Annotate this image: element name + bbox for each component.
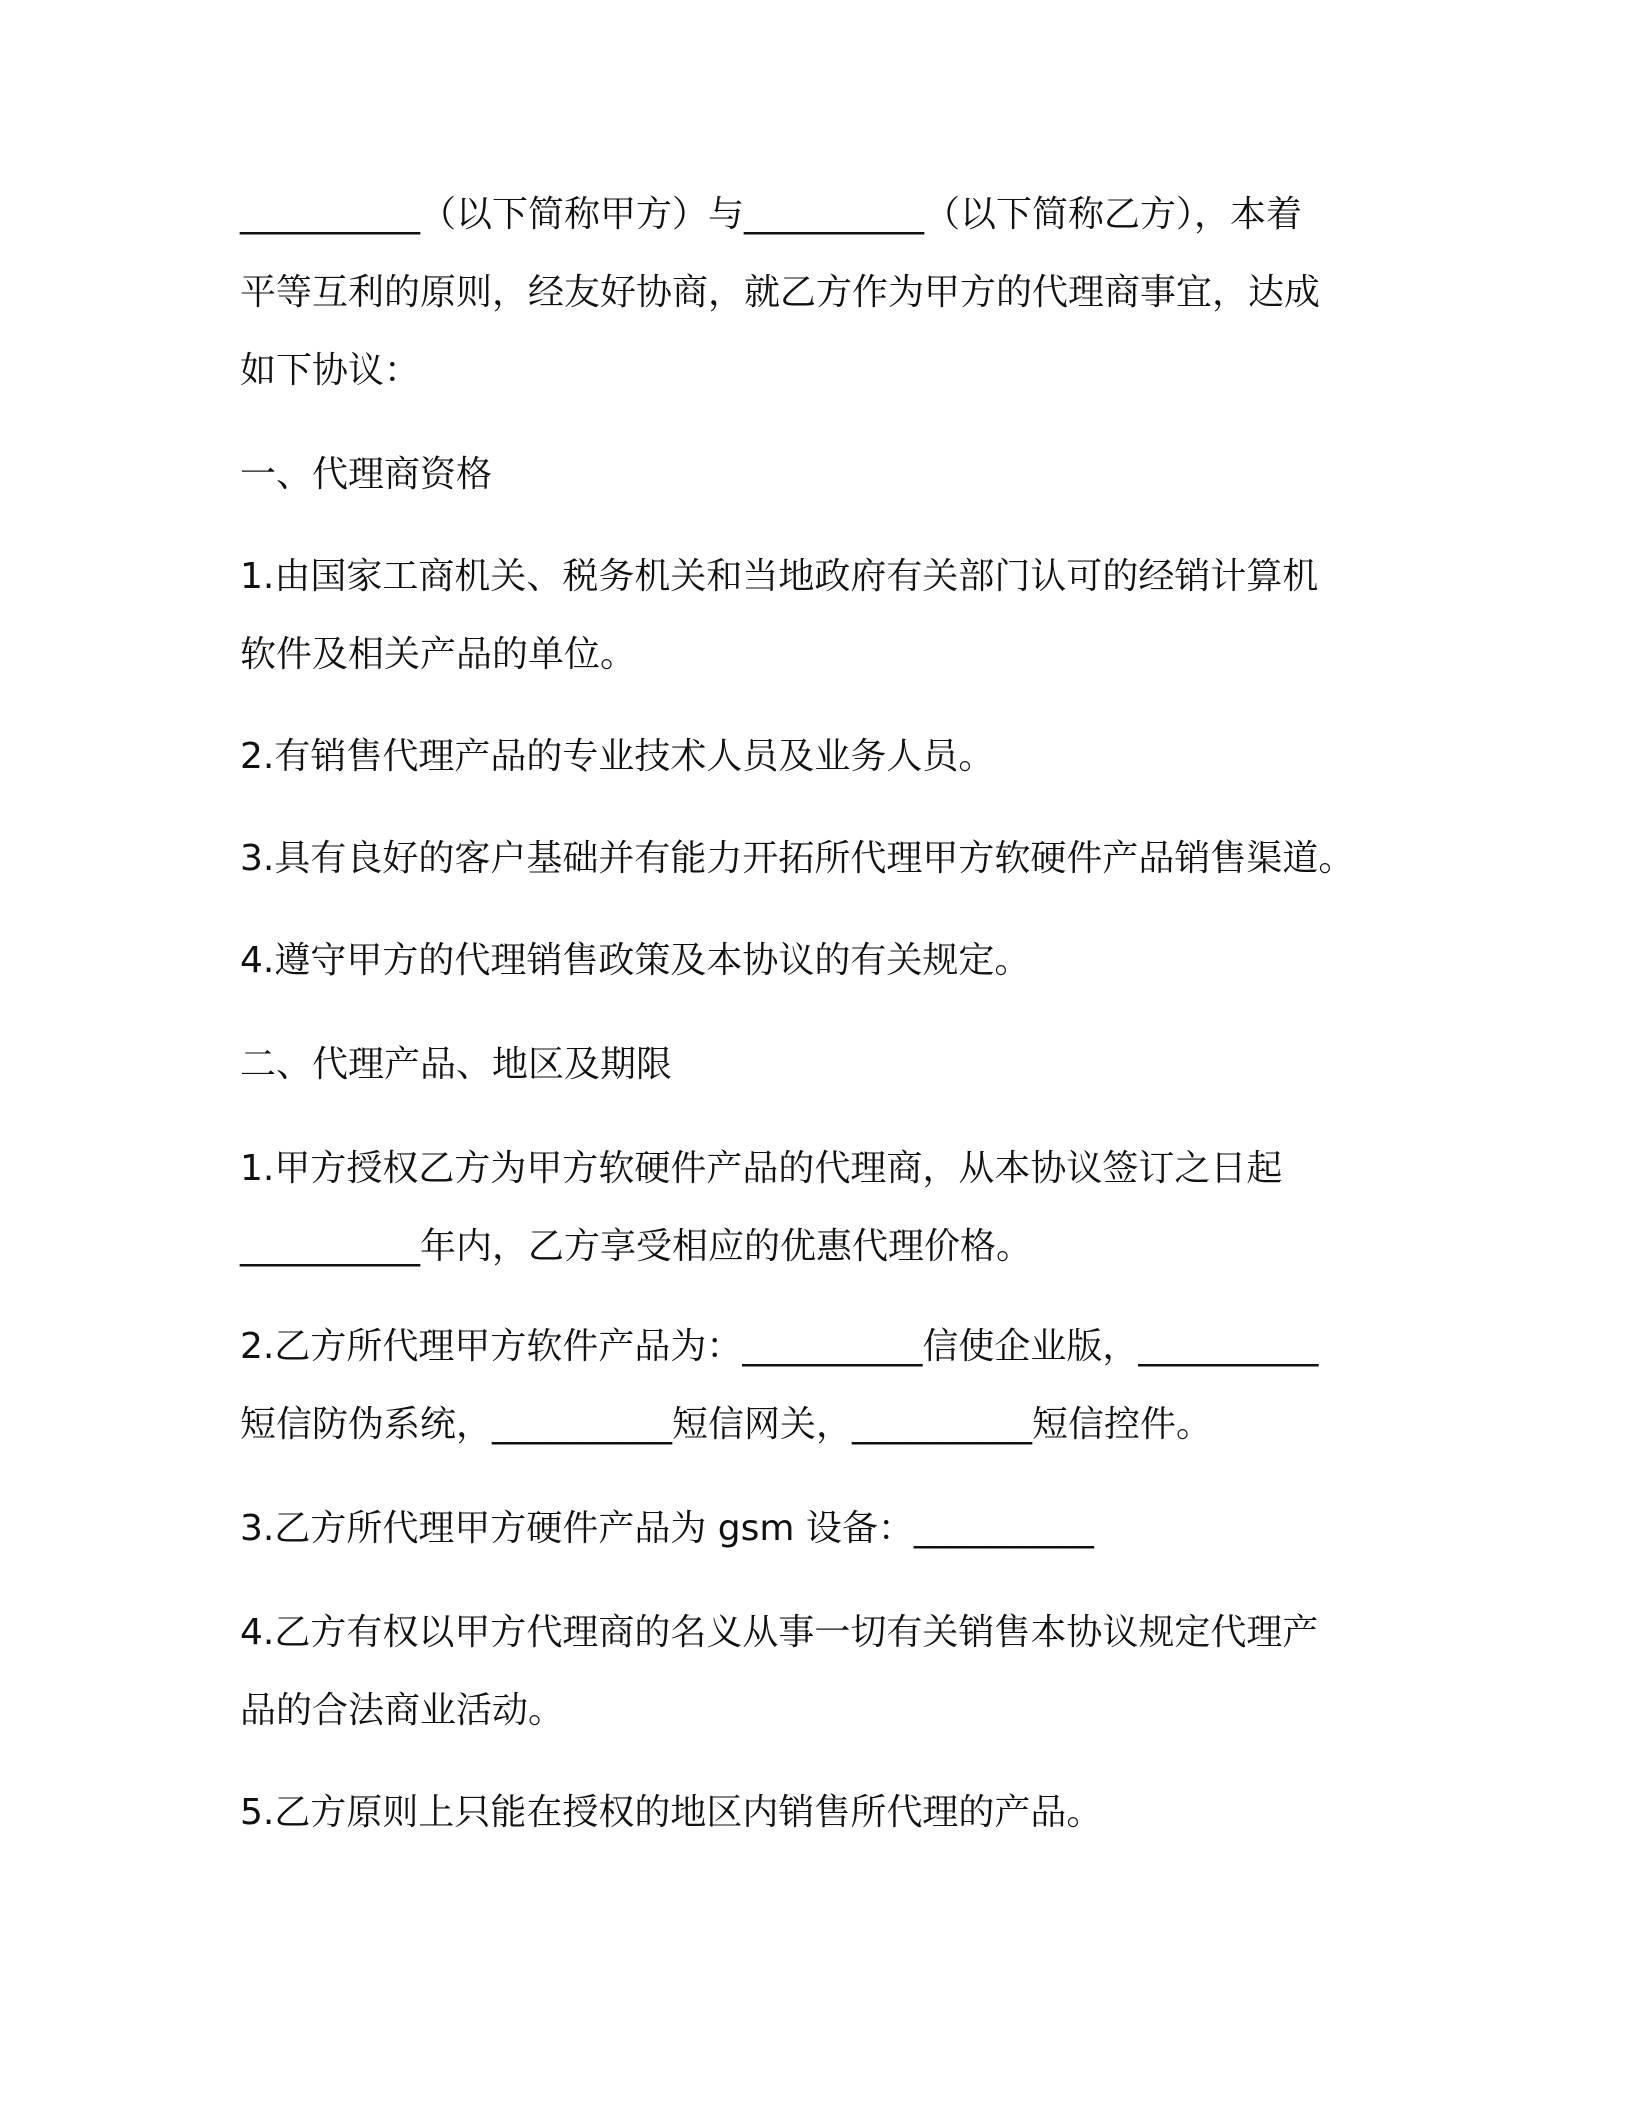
- section2-item-2-line-1: 2.乙方所代理甲方软件产品为：__________信使企业版，__________: [240, 1326, 1319, 1367]
- section1-item-2-line-1: 2.有销售代理产品的专业技术人员及业务人员。: [240, 736, 995, 777]
- section-heading-2: 二、代理产品、地区及期限: [240, 1044, 673, 1085]
- section1-item-3: [240, 820, 1390, 898]
- section2-item-4-line-1: 4.乙方有权以甲方代理商的名义从事一切有关销售本协议规定代理产: [240, 1612, 1319, 1653]
- intro-line-1: __________（以下简称甲方）与__________（以下简称乙方），本着: [240, 194, 1303, 235]
- section2-item-4-line-2: 品的合法商业活动。: [240, 1690, 565, 1731]
- section1-item-4-line-1: 4.遵守甲方的代理销售政策及本协议的有关规定。: [240, 940, 1031, 981]
- section1-item-1-line-1: 1.由国家工商机关、税务机关和当地政府有关部门认可的经销计算机: [240, 556, 1319, 597]
- intro-line-2: 平等互利的原则，经友好协商，就乙方作为甲方的代理商事宜，达成: [240, 272, 1321, 313]
- section2-item-1-line-2: __________年内，乙方享受相应的优惠代理价格。: [240, 1226, 1033, 1267]
- section2-item-1-line-1: 1.甲方授权乙方为甲方软硬件产品的代理商，从本协议签订之日起: [240, 1148, 1283, 1189]
- section2-item-5: [240, 1774, 1390, 1852]
- section1-item-2: [240, 718, 1390, 796]
- section1-item-4: [240, 922, 1390, 1000]
- section2-item-3: [240, 1490, 1390, 1568]
- section1-item-1-line-2: 软件及相关产品的单位。: [240, 634, 637, 675]
- section2-item-4: [240, 1594, 1390, 1750]
- intro-paragraph: [240, 176, 1390, 410]
- section1-item-1: [240, 538, 1390, 694]
- section2-item-2: [240, 1308, 1390, 1464]
- intro-line-3: 如下协议：: [240, 350, 421, 391]
- section2-item-1: [240, 1130, 1390, 1286]
- section2-item-3-line-1: 3.乙方所代理甲方硬件产品为 gsm 设备：__________: [240, 1508, 1094, 1549]
- section2-item-5-line-1: 5.乙方原则上只能在授权的地区内销售所代理的产品。: [240, 1792, 1103, 1833]
- section1-item-3-line-1: 3.具有良好的客户基础并有能力开拓所代理甲方软硬件产品销售渠道。: [240, 838, 1355, 879]
- section2-item-2-line-2: 短信防伪系统，__________短信网关，__________短信控件。: [240, 1404, 1213, 1445]
- section-heading-1: 一、代理商资格: [240, 454, 493, 495]
